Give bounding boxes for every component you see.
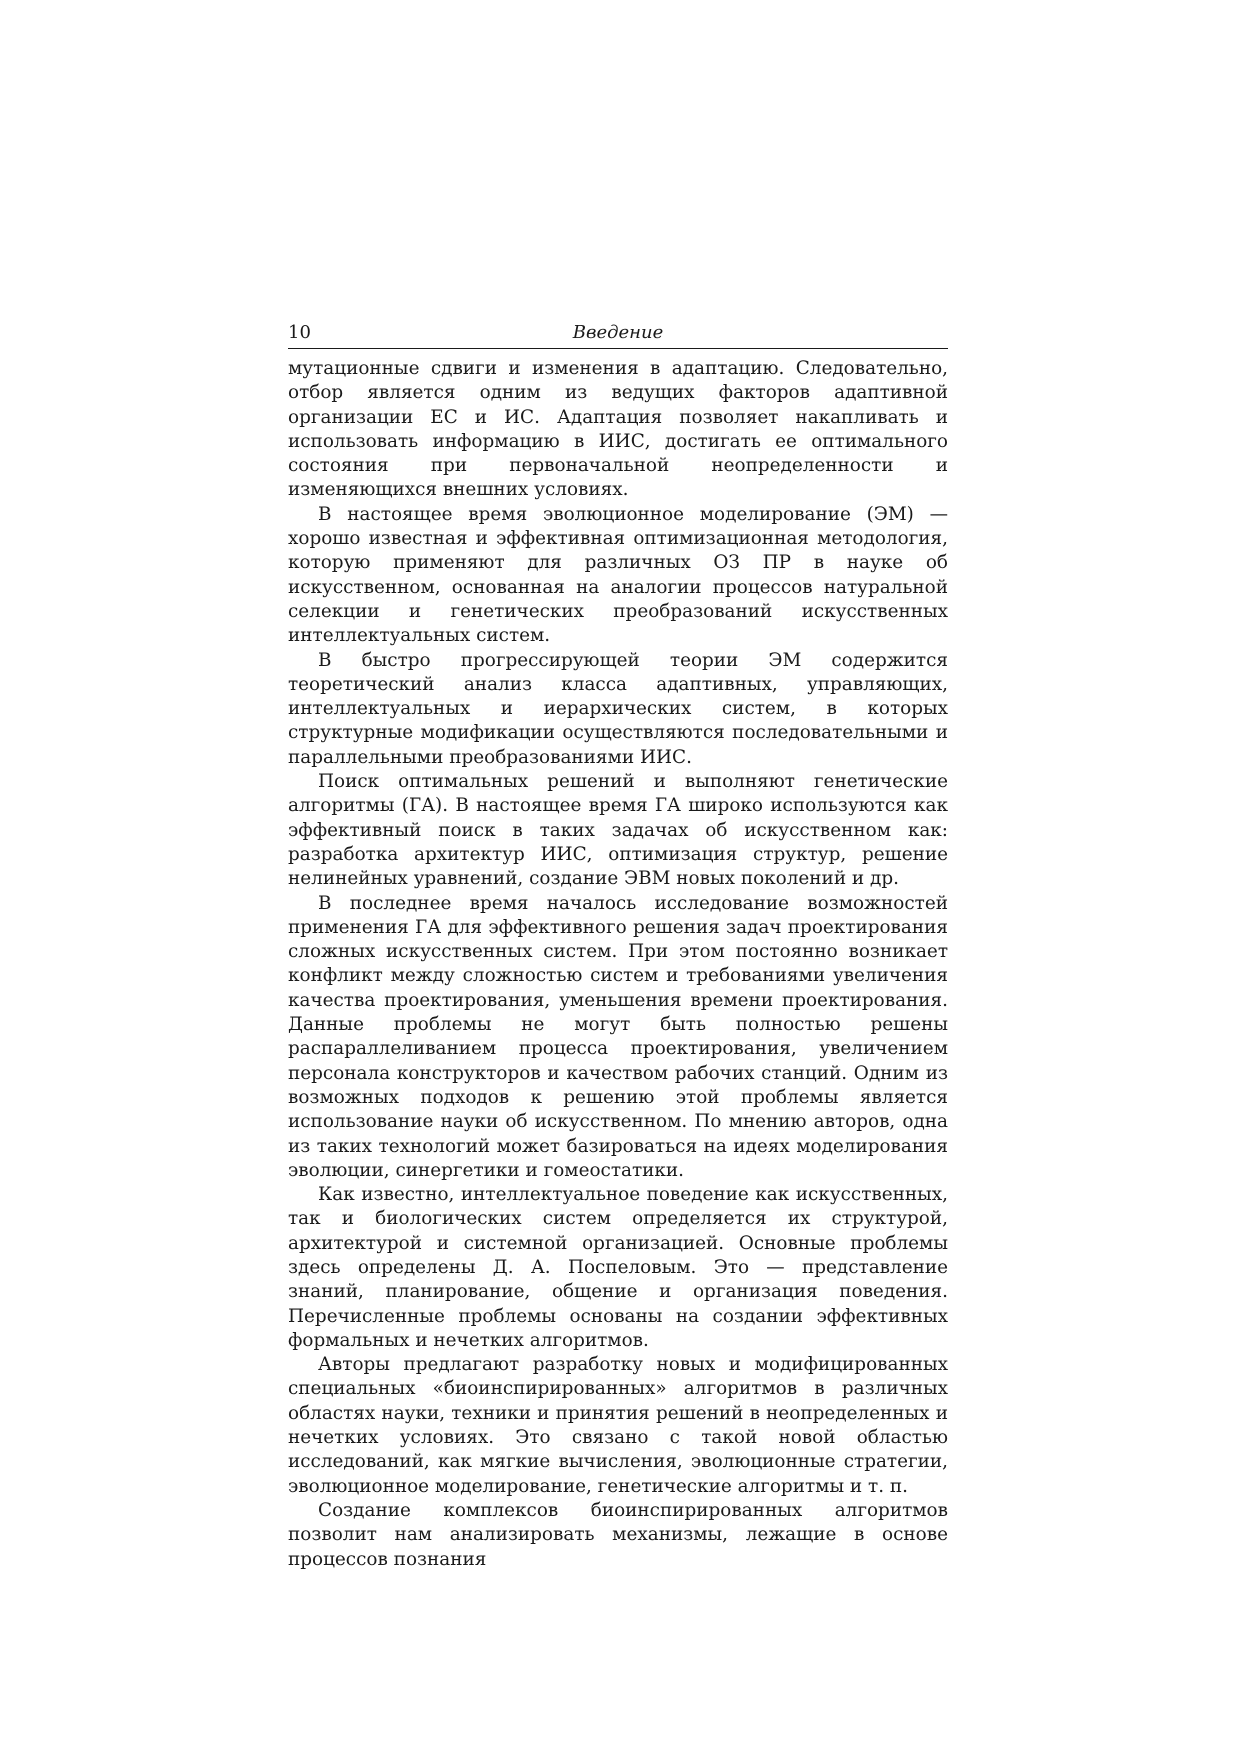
section-title: Введение bbox=[572, 322, 664, 343]
running-header bbox=[288, 318, 948, 349]
paragraph: В настоящее время эволюционное моделирование (ЭМ) — хорошо известная и эффективная оптимизационная методология, которую применяют для различных ОЗ ПР в науке об искусственном, основанная на аналогии процессов натуральной селекции и генетических преобразований искусственных интеллектуальных систем. bbox=[288, 503, 948, 647]
paragraph: В последнее время началось исследование возможностей применения ГА для эффективного решения задач проектирования сложных искусственных систем. При этом постоянно возникает конфликт между сложностью систем и требованиями увеличения качества проектирования, уменьшения времени проектирования. Данные проблемы не могут быть полностью решены распараллеливанием процесса проектирования, увеличением персонала конструкторов и качеством рабочих станций. Одним из возможных подходов к решению этой проблемы является использование науки об искусственном. По мнению авторов, одна из таких технологий может базироваться на идеях моделирования эволюции, синергетики и гомеостатики. bbox=[288, 892, 948, 1181]
paragraph: мутационные сдвиги и изменения в адаптацию. Следовательно, отбор является одним из ведущих факторов адаптивной организации ЕС и ИС. Адаптация позволяет накапливать и использовать информацию в ИИС, достигать ее оптимального состояния при первоначальной неопределенности и изменяющихся внешних условиях. bbox=[288, 358, 948, 501]
paragraph: Авторы предлагают разработку новых и модифицированных специальных «биоинспирированных» алгоритмов в различных областях науки, техники и принятия решений в неопределенных и нечетких условиях. Это связано с такой новой областью исследований, как мягкие вычисления, эволюционные стратегии, эволюционное моделирование, генетические алгоритмы и т. п. bbox=[288, 1354, 948, 1497]
paragraph: Создание комплексов биоинспирированных алгоритмов позволит нам анализировать механизмы, лежащие в основе процессов познания bbox=[288, 1499, 948, 1570]
body-text bbox=[288, 357, 948, 1572]
page-number: 10 bbox=[288, 322, 311, 343]
paragraph: Как известно, интеллектуальное поведение как искусственных, так и биологических систем определяется их структурой, архитектурой и системной организацией. Основные проблемы здесь определены Д. А. Поспеловым. Это — представление знаний, планирование, общение и организация поведения. Перечисленные проблемы основаны на создании эффективных формальных и нечетких алгоритмов. bbox=[288, 1184, 948, 1351]
paragraph: Поиск оптимальных решений и выполняют генетические алгоритмы (ГА). В настоящее время ГА широко используются как эффективный поиск в таких задачах об искусственном как: разработка архитектур ИИС, оптимизация структур, решение нелинейных уравнений, создание ЭВМ новых поколений и др. bbox=[288, 771, 948, 890]
book-page bbox=[288, 318, 948, 1572]
paragraph: В быстро прогрессирующей теории ЭМ содержится теоретический анализ класса адаптивных, управляющих, интеллектуальных и иерархических систем, в которых структурные модификации осуществляются последовательными и параллельными преобразованиями ИИС. bbox=[288, 649, 948, 768]
